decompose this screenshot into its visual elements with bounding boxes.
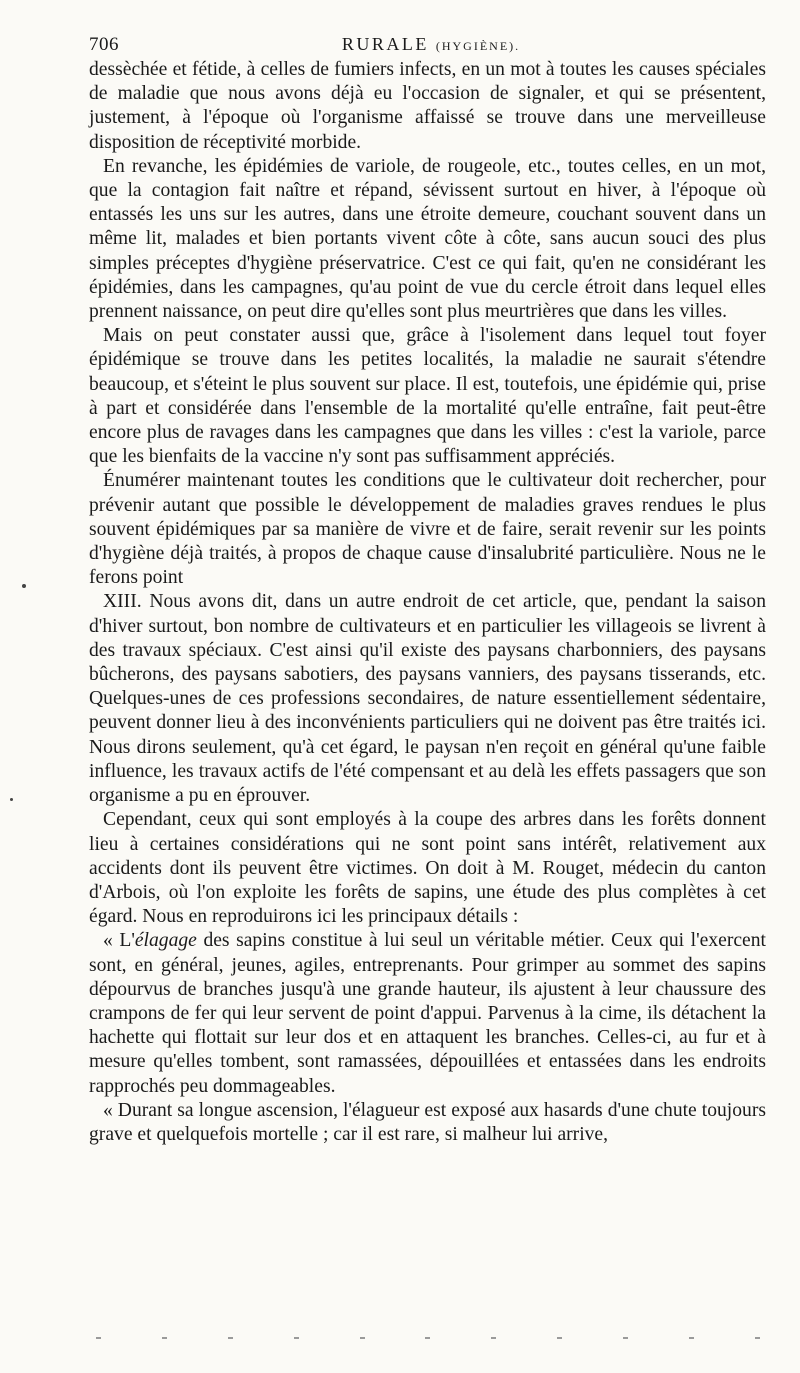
margin-speck <box>10 798 13 801</box>
paragraph-7 <box>89 929 766 1098</box>
speck <box>557 1337 562 1339</box>
running-title: RURALE <box>341 34 429 54</box>
paragraph-4: Énumérer maintenant toutes les conditions que le cultivateur doit rechercher, pour prévenir autant que possible le développement de maladies graves rendues le plus souvent épidémiques par sa manière de vivre et de faire, serait revenir sur les points d'hygiène déjà traités, à propos de chaque cause d'insalubrité particulière. Nous ne le ferons point <box>89 470 766 589</box>
page-number: 706 <box>89 34 119 55</box>
italic-term: élagage <box>134 930 197 952</box>
running-head <box>96 34 766 55</box>
margin-speck <box>22 584 26 588</box>
paragraph-8: « Durant sa longue ascension, l'élagueur est exposé aux hasards d'une chute toujours grave et quelquefois mortelle ; car il est rare, si malheur lui arrive, <box>89 1099 766 1145</box>
speck <box>162 1337 167 1339</box>
running-subtitle: (HYGIÈNE). <box>435 39 521 53</box>
bottom-specks <box>96 1332 760 1344</box>
speck <box>425 1337 430 1339</box>
paragraph-1: dessèchée et fétide, à celles de fumiers infects, en un mot à toutes les causes spéciales de maladie que nous avons déjà eu l'occasion de signaler, et qui se présentent, justement, à l'époque où l'organisme affaissé se trouve dans une merveilleuse disposition de réceptivité morbide. <box>89 59 766 153</box>
speck <box>491 1337 496 1339</box>
paragraph-6: Cependant, ceux qui sont employés à la coupe des arbres dans les forêts donnent lieu à certaines considérations qui ne sont point sans intérêt, relativement aux accidents dont ils peuvent être victimes. On doit à M. Rouget, médecin du canton d'Arbois, où l'on exploite les forêts de sapins, une étude des plus complètes à cet égard. Nous en reproduirons ici les principaux détails : <box>89 809 766 928</box>
paragraph-5: XIII. Nous avons dit, dans un autre endroit de cet article, que, pendant la saison d'hiver surtout, bon nombre de cultivateurs et en particulier les villageois se livrent à des travaux spéciaux. C'est ainsi qu'il existe des paysans charbonniers, des paysans bûcherons, des paysans sabotiers, des paysans vanniers, des paysans tisserands, etc. Quelques-unes de ces professions secondaires, de nature essentiellement sédentaire, peuvent donner lieu à des inconvénients particuliers qui ne doivent pas être traités ici. Nous dirons seulement, qu'à cet égard, le paysan n'en reçoit en général qu'une faible influence, les travaux actifs de l'été compensant et au delà les effets passagers que son organisme a pu en éprouver. <box>89 591 766 807</box>
paragraph-3: Mais on peut constater aussi que, grâce à l'isolement dans lequel tout foyer épidémique se trouve dans les petites localités, la maladie ne saurait s'étendre beaucoup, et s'éteint le plus souvent sur place. Il est, toutefois, une épidémie qui, prise à part et considérée dans l'ensemble de la mortalité qu'elle entraîne, fait peut-être encore plus de ravages dans les campagnes que dans les villes : c'est la variole, parce que les bienfaits de la vaccine n'y sont pas suffisamment appréciés. <box>89 325 766 468</box>
speck <box>96 1337 101 1339</box>
body-text <box>89 58 766 1147</box>
quote-open: « L' <box>103 930 135 952</box>
speck <box>228 1337 233 1339</box>
paragraph-2: En revanche, les épidémies de variole, de rougeole, etc., toutes celles, en un mot, que la contagion fait naître et répand, sévissent surtout en hiver, à l'époque où entassés les uns sur les autres, dans une étroite demeure, couchant souvent dans un même lit, malades et bien portants vivent côte à côte, sans aucun souci des plus simples préceptes d'hygiène préservatrice. C'est ce qui fait, qu'en ne considérant les épidémies, dans les campagnes, qu'au point de vue du cercle étroit dans lequel elles prennent naissance, on peut dire qu'elles sont plus meurtrières que dans les villes. <box>89 155 766 323</box>
speck <box>294 1337 299 1339</box>
speck <box>623 1337 628 1339</box>
speck <box>360 1337 365 1339</box>
speck <box>755 1337 760 1339</box>
page-header <box>89 28 766 55</box>
paragraph-7-rest: des sapins constitue à lui seul un véritable métier. Ceux qui l'exercent sont, en général, jeunes, agiles, entreprenants. Pour grimper au sommet des sapins dépourvus de branches jusqu'à une grande hauteur, ils ajustent à leur chaussure des crampons de fer qui leur servent de point d'appui. Parvenus à la cime, ils détachent la hachette qui flottait sur leur dos et en attaquent les branches. Celles-ci, au fur et à mesure qu'elles tombent, sont ramassées, dépouillées et entassées dans les endroits rapprochés peu dommageables. <box>89 930 766 1097</box>
speck <box>689 1337 694 1339</box>
